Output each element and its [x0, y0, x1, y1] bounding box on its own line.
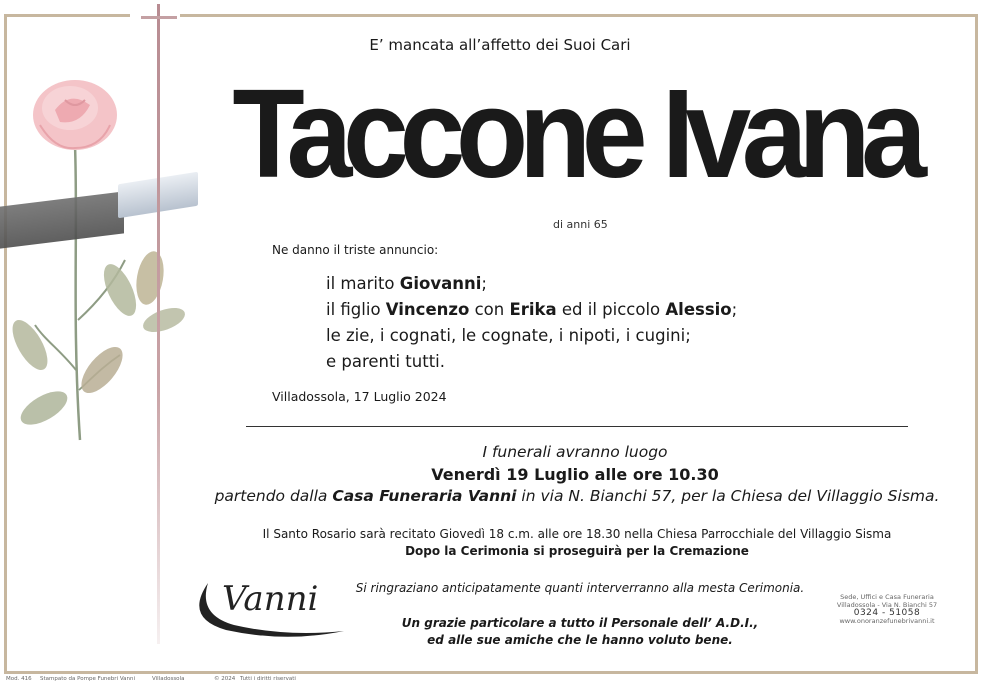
footer-city: Villadossola — [152, 676, 185, 682]
footer-copyright: © 2024 — [214, 676, 236, 682]
rosary-note: Il Santo Rosario sarà recitato Giovedì 18 c.m. alle ore 18.30 nella Chiesa Parrocchiale del Villaggio Sisma — [262, 527, 892, 541]
cremation-note: Dopo la Cerimonia si proseguirà per la Cremazione — [405, 544, 749, 558]
footer-code: Mod. 416 — [6, 676, 32, 682]
special-thanks: Un grazie particolare a tutto il Personale dell’ A.D.I., ed alle sue amiche che le hanno voluto bene. — [401, 616, 759, 647]
vanni-logo — [186, 573, 346, 643]
intro-line: E’ mancata all’affetto dei Suoi Cari — [369, 36, 631, 54]
deceased-name: Taccone Ivana — [232, 63, 918, 204]
contact-block: Sede, Uffici e Casa Funeraria Villadossola - Via N. Bianchi 57 0324 - 51058 www.onoranzefunebrivanni.it — [836, 593, 938, 625]
rose-illustration — [0, 70, 200, 450]
family-list — [326, 271, 737, 375]
thanks: Si ringraziano anticipatamente quanti interverranno alla mesta Cerimonia. — [355, 581, 805, 595]
funeral-line-1: I funerali avranno luogo — [482, 443, 668, 461]
funeral-datetime: Venerdì 19 Luglio alle ore 10.30 — [431, 465, 719, 484]
footer-rights: Tutti i diritti riservati — [240, 676, 296, 682]
cross-horizontal — [141, 16, 177, 19]
funeral-line-3: partendo dalla Casa Funeraria Vanni in via N. Bianchi 57, per la Chiesa del Villaggio Sisma. — [214, 487, 940, 505]
footer-printer: Stampato da Pompe Funebri Vanni — [40, 676, 136, 682]
divider — [246, 426, 908, 427]
family-line-4: e parenti tutti. — [326, 352, 446, 371]
family-line-3: le zie, i cognati, le cognate, i nipoti, i cugini; — [326, 326, 691, 345]
family-line-1: il marito Giovanni; — [326, 274, 487, 293]
announcement: Ne danno il triste annuncio: — [272, 243, 439, 257]
age: di anni 65 — [553, 218, 608, 231]
logo-text: Vanni — [222, 579, 319, 619]
place-date: Villadossola, 17 Luglio 2024 — [272, 389, 447, 404]
family-line-2: il figlio Vincenzo con Erika ed il piccolo Alessio; — [326, 300, 738, 319]
